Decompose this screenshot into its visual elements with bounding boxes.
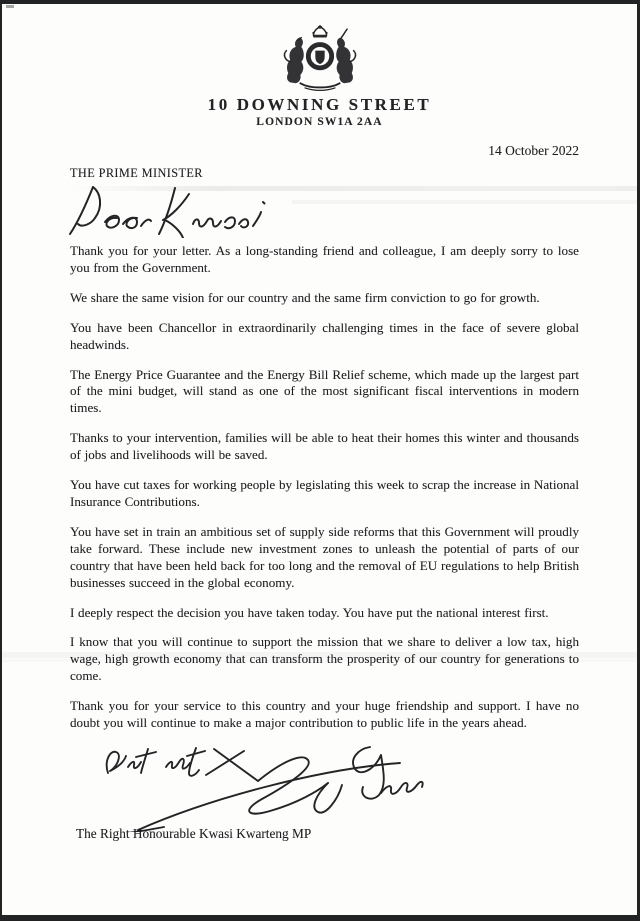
paragraph-8: I deeply respect the decision you have taken today. You have put the national interest first. (70, 604, 549, 620)
paragraph-5: Thanks to your intervention, families will be able to heat their homes this winter and thousands of jobs and livelihoods will be saved. (70, 430, 579, 463)
paragraph-6: You have cut taxes for working people by legislating this week to scrap the increase in National Insurance Contributions. (70, 477, 579, 509)
paragraph-1: Thank you for your letter. As a long-standing friend and colleague, I am deeply sorry to lose you from the Government. (70, 243, 579, 275)
sender-title: THE PRIME MINISTER (70, 166, 203, 180)
letterhead-address-line1: 10 DOWNING STREET (207, 95, 432, 114)
royal-coat-of-arms-icon (278, 25, 362, 93)
paragraph-3: You have been Chancellor in extraordinarily challenging times in the face of severe global headwinds. (70, 319, 579, 352)
signature-flourish-icon (68, 737, 468, 832)
handwriting-dear-kwasi-icon (64, 182, 279, 238)
salutation-text (279, 182, 280, 183)
paragraph-2: We share the same vision for our country and the same firm conviction to go for growth. (70, 289, 540, 305)
scan-streak (292, 200, 637, 204)
signatory-name: The Right Honourable Kwasi Kwarteng MP (76, 826, 312, 841)
paragraph-9: I know that you will continue to support the mission that we share to deliver a low tax, high wage, high growth economy that can transform the prosperity of our country for generations to come. (70, 634, 579, 684)
letter-date: 14 October 2022 (488, 143, 579, 158)
letterhead-address-line2: LONDON SW1A 2AA (256, 116, 383, 128)
letter-body (70, 243, 579, 745)
scan-speck (6, 5, 14, 8)
letter-page (2, 4, 637, 915)
paragraph-4: The Energy Price Guarantee and the Energy Bill Relief scheme, which made up the largest part of the mini budget, will stand as one of the most significant fiscal interventions in modern times. (70, 366, 579, 416)
letterhead (2, 4, 637, 128)
handwritten-signature (68, 737, 468, 832)
handwritten-salutation (64, 182, 284, 238)
paragraph-7: You have set in train an ambitious set of supply side reforms that this Government will proudly take forward. These include new investment zones to unleash the potential of parts of our country that have been held back for too long and the removal of EU regulations to help British businesses succeed in the global economy. (70, 523, 579, 590)
paragraph-10: Thank you for your service to this country and your huge friendship and support. I have no doubt you will continue to make a major contribution to public life in the years ahead. (70, 698, 579, 731)
